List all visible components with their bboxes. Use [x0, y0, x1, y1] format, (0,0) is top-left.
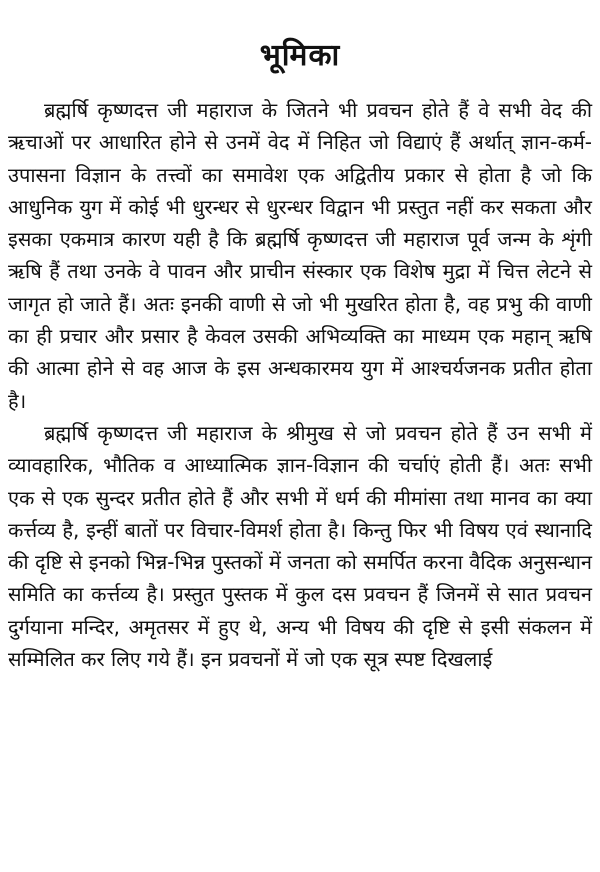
- paragraph-1: ब्रह्मर्षि कृष्णदत्त जी महाराज के जितने भी प्रवचन होते हैं वे सभी वेद की ऋचाओं पर आधारित होने से उनमें वेद में निहित जो विद्याएं हैं अर्थात् ज्ञान-कर्म-उपासना विज्ञान के तत्त्वों का समावेश एक अद्वितीय प्रकार से होता है जो कि आधुनिक युग में कोई भी धुरन्धर से धुरन्धर विद्वान भी प्रस्तुत नहीं कर सकता और इसका एकमात्र कारण यही है कि ब्रह्मर्षि कृष्णदत्त जी महाराज पूर्व जन्म के शृंगी ऋषि हैं तथा उनके वे पावन और प्राचीन संस्कार एक विशेष मुद्रा में चित्त लेटने से जागृत हो जाते हैं। अतः इनकी वाणी से जो भी मुखरित होता है, वह प्रभु की वाणी का ही प्रचार और प्रसार है केवल उसकी अभिव्यक्ति का माध्यम एक महान् ऋषि की आत्मा होने से वह आज के इस अन्धकारमय युग में आश्चर्यजनक प्रतीत होता है।: [8, 98, 592, 413]
- paragraph-2: ब्रह्मर्षि कृष्णदत्त जी महाराज के श्रीमुख से जो प्रवचन होते हैं उन सभी में व्यावहारिक, भौतिक व आध्यात्मिक ज्ञान-विज्ञान की चर्चाएं होती हैं। अतः सभी एक से एक सुन्दर प्रतीत होते हैं और सभी में धर्म की मीमांसा तथा मानव का क्या कर्त्तव्य है, इन्हीं बातों पर विचार-विमर्श होता है। किन्तु फिर भी विषय एवं स्थानादि की दृष्टि से इनको भिन्न-भिन्न पुस्तकों में जनता को समर्पित करना वैदिक अनुसन्धान समिति का कर्त्तव्य है। प्रस्तुत पुस्तक में कुल दस प्रवचन हैं जिनमें से सात प्रवचन दुर्गयाना मन्दिर, अमृतसर में हुए थे, अन्य भी विषय की दृष्टि से इसी संकलन में सम्मिलित कर लिए गये हैं। इन प्रवचनों में जो एक सूत्र स्पष्ट दिखलाई: [8, 420, 592, 672]
- page-title: भूमिका: [259, 38, 341, 73]
